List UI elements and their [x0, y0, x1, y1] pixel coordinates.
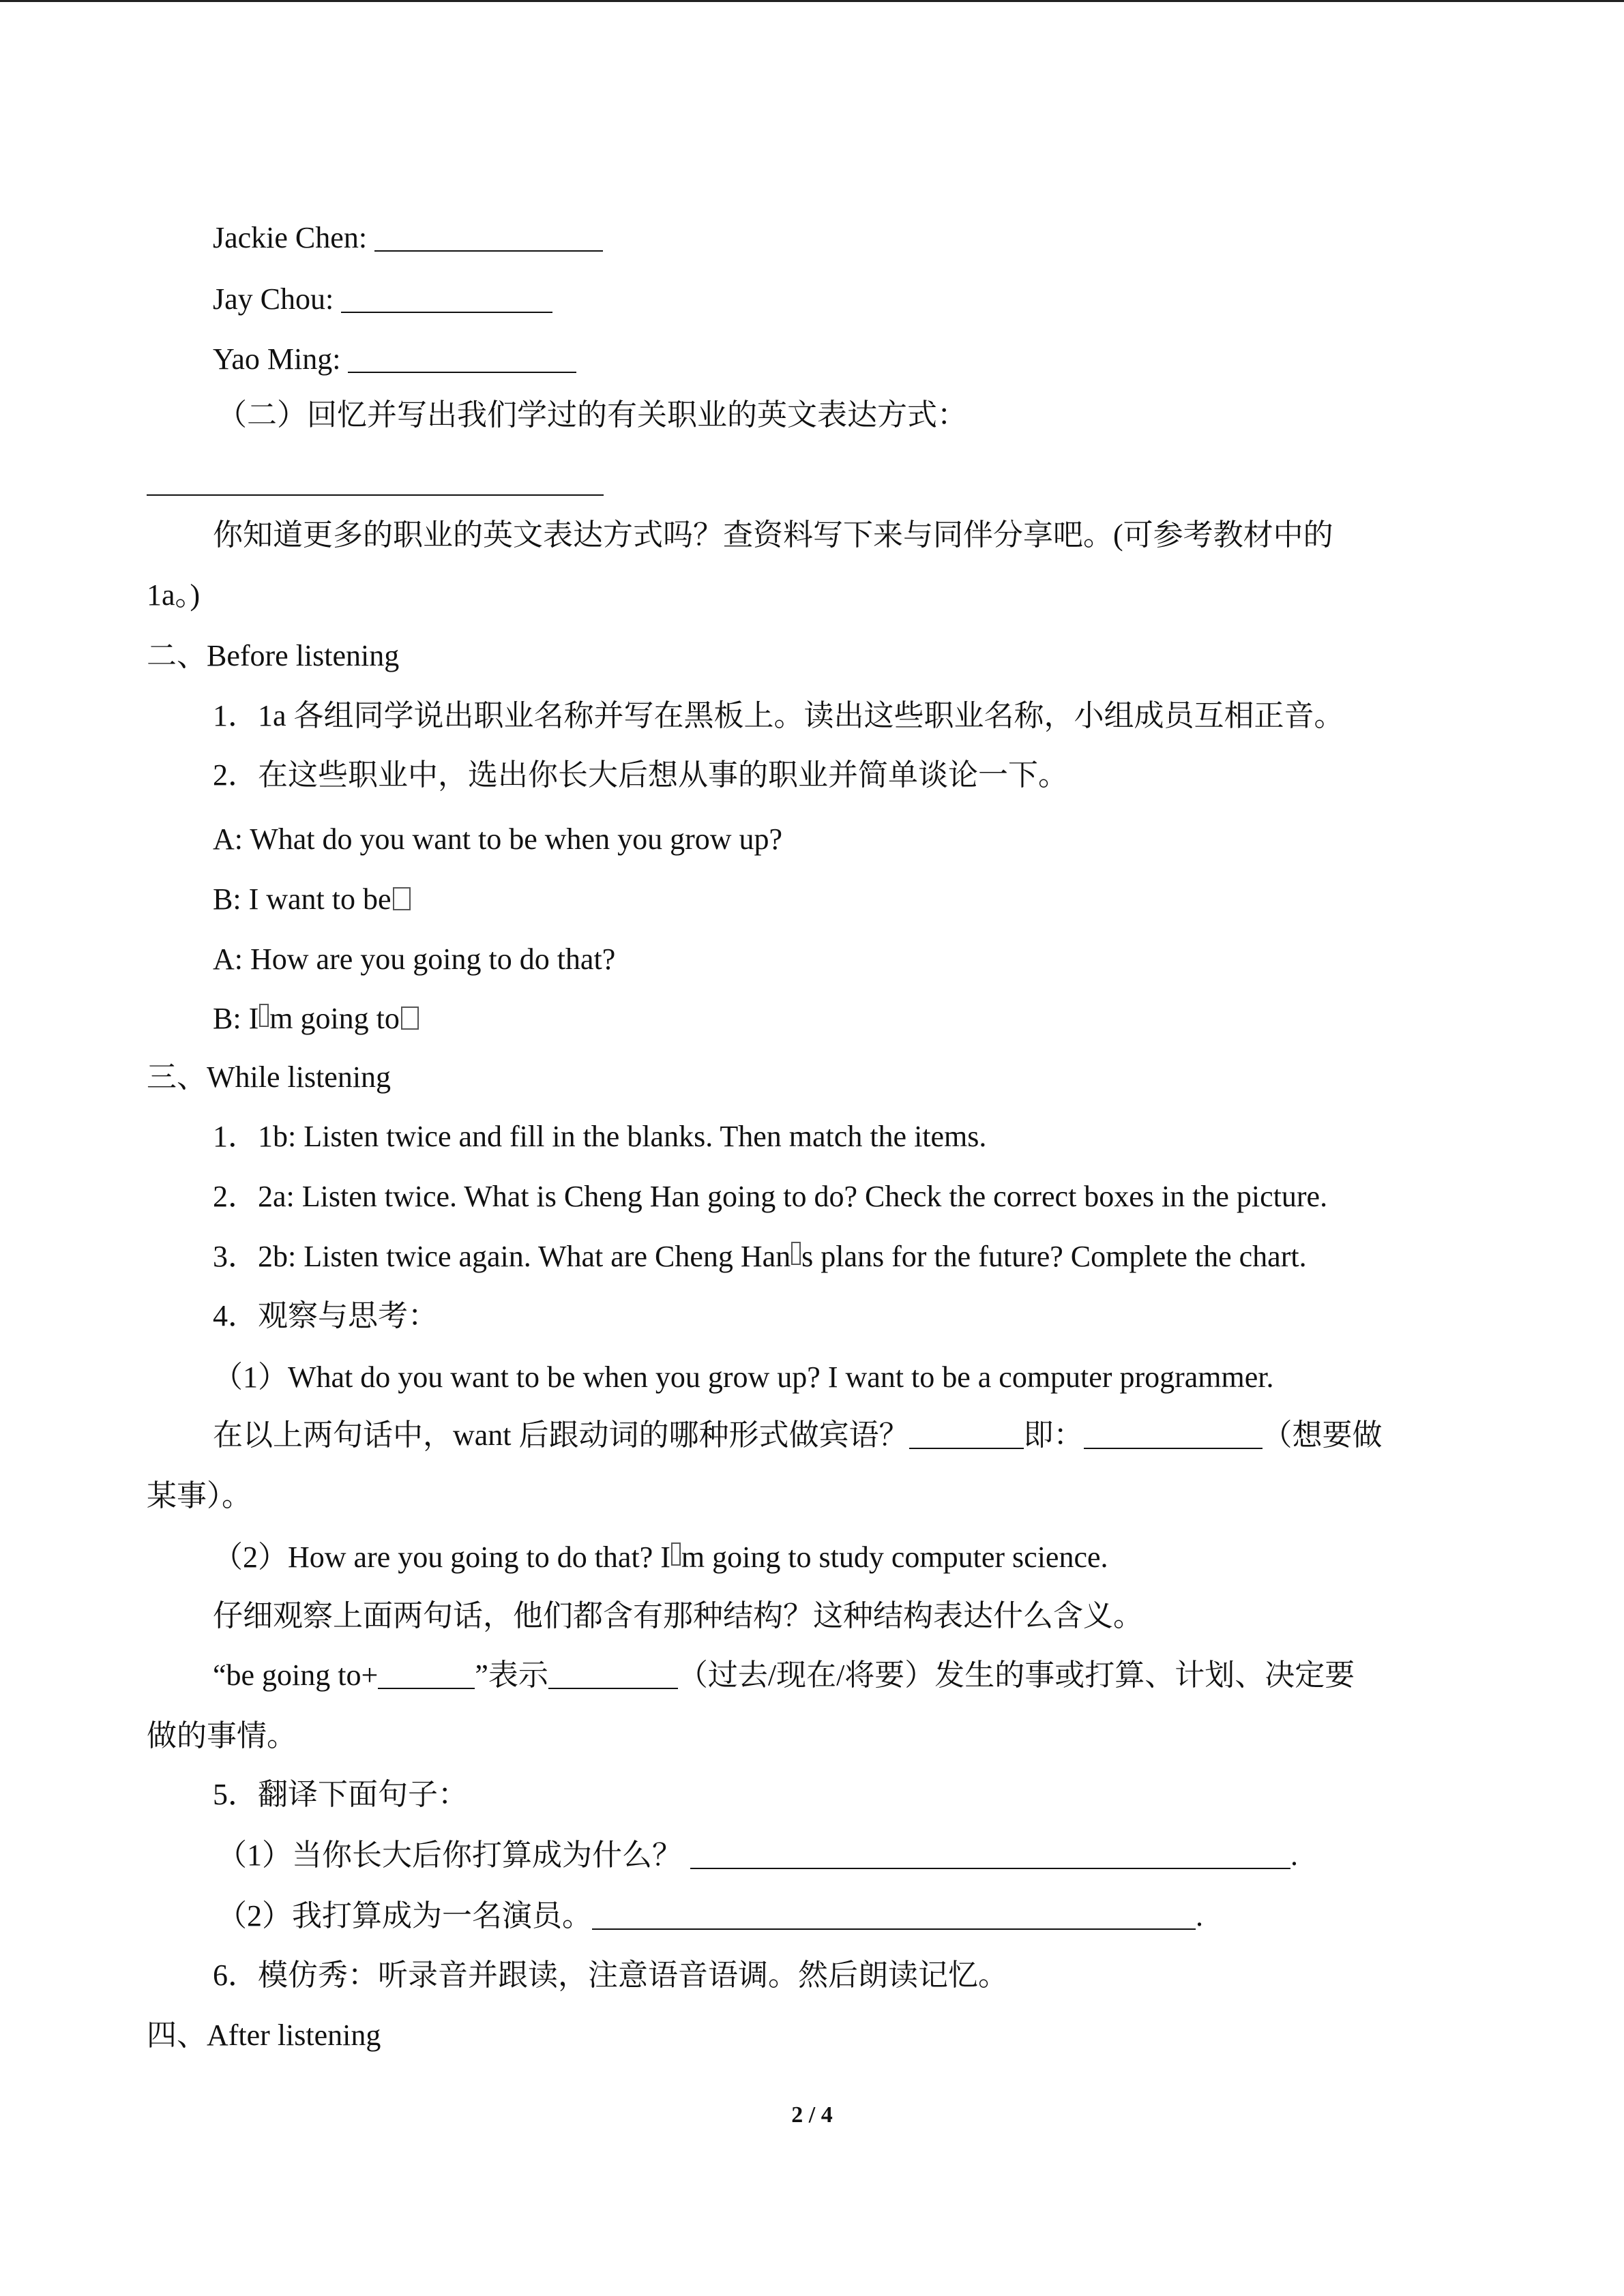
translate-1-period: .	[1290, 1838, 1298, 1872]
blank-yao[interactable]	[348, 342, 576, 373]
be-going-to-text-b: ”表示	[475, 1658, 548, 1692]
page-number: 2 / 4	[791, 2102, 833, 2128]
translate-1-text: （1）当你长大后你打算成为什么？	[217, 1838, 682, 1872]
blank-meaning[interactable]	[548, 1658, 678, 1689]
be-going-to-line	[213, 1657, 1355, 1694]
blank-jackie[interactable]	[374, 220, 603, 252]
while-item-1: 1．1b: Listen twice and fill in the blanks. Then match the items.	[213, 1120, 987, 1153]
want-text-c: （想要做	[1262, 1418, 1383, 1452]
while-item-5: 5．翻译下面句子：	[213, 1778, 468, 1811]
be-going-to-text-c: （过去/现在/将要）发生的事或打算、计划、决定要	[677, 1658, 1355, 1692]
missing-glyph-icon	[671, 1542, 681, 1566]
page-top-border	[0, 0, 1624, 2]
before-item-1: 1．1a 各组同学说出职业名称并写在黑板上。读出这些职业名称，小组成员互相正音。	[213, 699, 1344, 732]
while-item-3	[213, 1238, 1307, 1275]
want-text-a: 在以上两句话中，want 后跟动词的哪种形式做宾语？	[213, 1418, 909, 1452]
translate-2	[217, 1898, 1203, 1935]
section-while-listening: 三、While listening	[147, 1060, 392, 1094]
section-after-listening: 四、After listening	[147, 2018, 381, 2052]
label-jackie: Jackie Chen:	[213, 221, 375, 254]
while-item-3-text-b: s plans for the future? Complete the chart.	[801, 1240, 1307, 1273]
dialogue-line-2	[213, 881, 411, 918]
want-question-line-2: 某事）。	[147, 1479, 252, 1512]
while-item-3-text-a: 3．2b: Listen twice again. What are Cheng Han	[213, 1240, 791, 1273]
observe-q2	[213, 1539, 1108, 1576]
missing-glyph-icon	[393, 887, 411, 910]
be-going-to-text-a: “be going to+	[213, 1658, 379, 1692]
dialogue-line-3: A: How are you going to do that?	[213, 942, 616, 976]
more-jobs-line-1: 你知道更多的职业的英文表达方式吗？查资料写下来与同伴分享吧。(可参考教材中的	[213, 518, 1333, 552]
blank-want-answer[interactable]	[1084, 1418, 1263, 1449]
recall-heading: （二）回忆并写出我们学过的有关职业的英文表达方式：	[217, 398, 967, 432]
want-question	[213, 1417, 1383, 1454]
want-text-b: 即：	[1023, 1418, 1084, 1452]
dialogue-line-2-text: B: I want to be	[213, 882, 392, 916]
label-jay: Jay Chou:	[213, 282, 342, 316]
blank-translate-1[interactable]	[690, 1838, 1290, 1869]
while-item-6: 6．模仿秀：听录音并跟读，注意语音语调。然后朗读记忆。	[213, 1958, 1008, 1992]
translate-1	[217, 1837, 1298, 1874]
observe-structure: 仔细观察上面两句话，他们都含有那种结构？这种结构表达什么含义。	[213, 1599, 1143, 1632]
dialogue-line-4	[213, 1000, 419, 1037]
line-yao	[213, 341, 576, 378]
missing-glyph-icon	[791, 1242, 801, 1265]
be-going-to-line-2: 做的事情。	[147, 1719, 297, 1753]
line-recall-answer	[147, 464, 604, 501]
translate-2-text: （2）我打算成为一名演员。	[217, 1899, 592, 1933]
blank-jay[interactable]	[341, 282, 552, 313]
missing-glyph-icon	[259, 1004, 269, 1027]
line-jackie	[213, 220, 603, 256]
section-before-listening: 二、Before listening	[147, 639, 400, 672]
blank-want-form[interactable]	[909, 1418, 1024, 1449]
while-item-4: 4．观察与思考：	[213, 1299, 438, 1332]
translate-2-period: .	[1196, 1899, 1203, 1933]
blank-be-going-to[interactable]	[378, 1658, 475, 1689]
dialogue-line-4-text-b: m going to	[269, 1002, 400, 1035]
observe-q2-text-b: m going to study computer science.	[681, 1540, 1108, 1574]
missing-glyph-icon	[401, 1007, 419, 1030]
dialogue-line-1: A: What do you want to be when you grow up?	[213, 822, 783, 856]
while-item-2: 2．2a: Listen twice. What is Cheng Han going to do? Check the correct boxes in the picture.	[213, 1180, 1328, 1213]
observe-q2-text-a: （2）How are you going to do that? I	[213, 1540, 670, 1574]
blank-recall[interactable]	[147, 464, 604, 496]
label-yao: Yao Ming:	[213, 342, 349, 376]
more-jobs-line-2: 1a。)	[147, 578, 201, 612]
dialogue-line-4-text-a: B: I	[213, 1002, 259, 1035]
blank-translate-2[interactable]	[592, 1898, 1196, 1930]
observe-q1: （1）What do you want to be when you grow up? I want to be a computer programmer.	[213, 1360, 1274, 1394]
line-jay	[213, 281, 552, 318]
before-item-2: 2．在这些职业中，选出你长大后想从事的职业并简单谈论一下。	[213, 758, 1068, 792]
